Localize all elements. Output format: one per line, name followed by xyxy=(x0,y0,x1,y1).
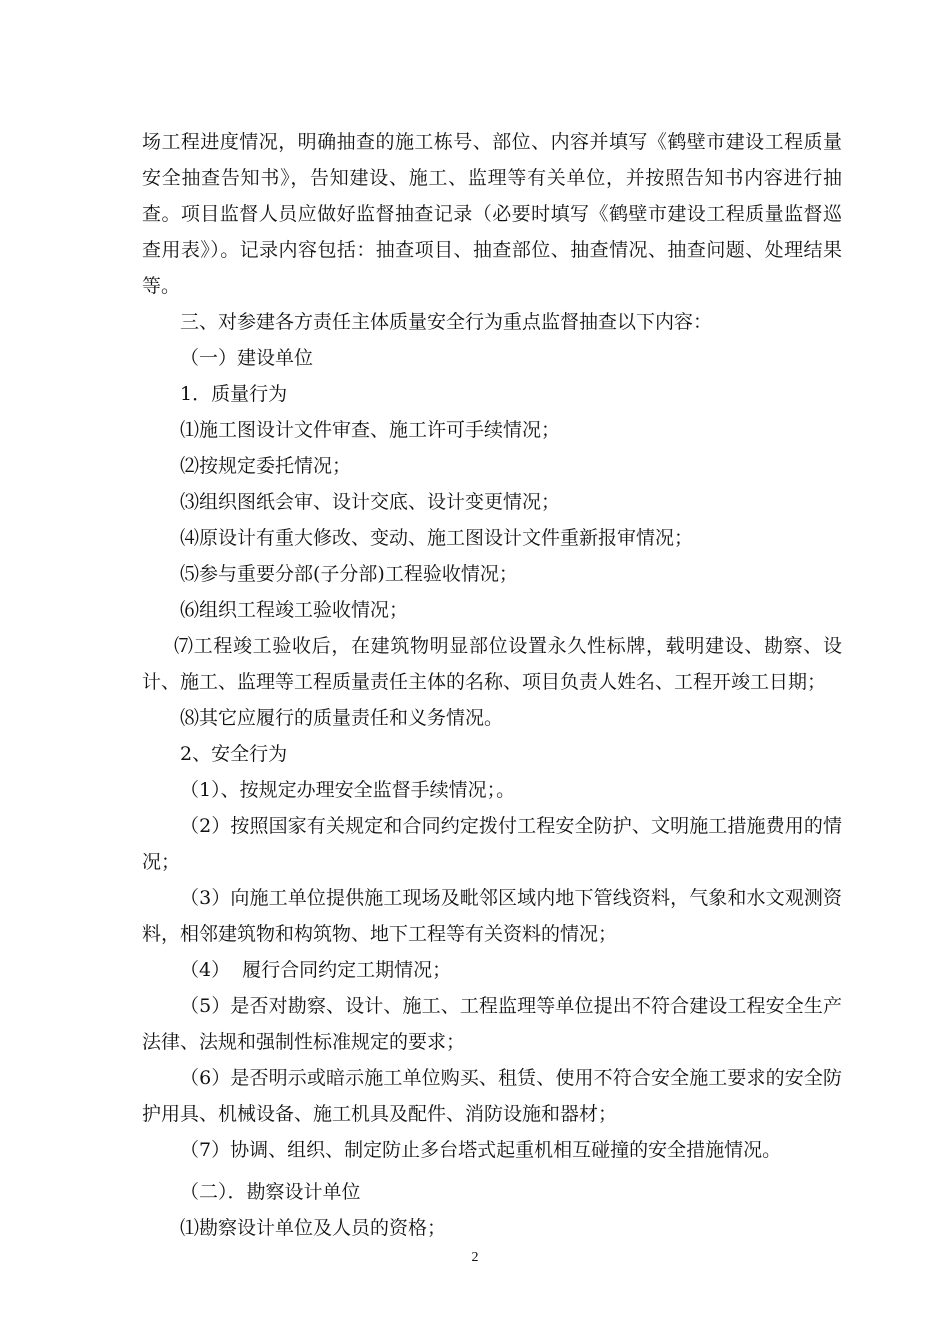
section-heading-3: 三、对参建各方责任主体质量安全行为重点监督抽查以下内容： xyxy=(180,311,713,333)
list-item-quality-2: ⑵按规定委托情况； xyxy=(180,455,352,477)
list-item-quality-6: ⑹组织工程竣工验收情况； xyxy=(180,599,409,621)
list-item-safety-7: （7）协调、组织、制定防止多台塔式起重机相互碰撞的安全措施情况。 xyxy=(180,1139,782,1161)
list-item-safety-6: （6）是否明示或暗示施工单位购买、租赁、使用不符合安全施工要求的安全防护用具、机械设备、施工机具及配件、消防设施和器材； xyxy=(142,1067,842,1125)
heading-safety-behavior: 2、安全行为 xyxy=(180,743,288,765)
list-item-safety-3: （3）向施工单位提供施工现场及毗邻区域内地下管线资料，气象和水文观测资料，相邻建筑物和构筑物、地下工程等有关资料的情况； xyxy=(142,887,842,945)
list-item-design-1: ⑴勘察设计单位及人员的资格； xyxy=(180,1217,447,1239)
list-item-quality-4: ⑷原设计有重大修改、变动、施工图设计文件重新报审情况； xyxy=(180,527,694,549)
list-item-safety-4: （4） 履行合同约定工期情况； xyxy=(180,959,452,981)
list-item-quality-1: ⑴施工图设计文件审查、施工许可手续情况； xyxy=(180,419,561,441)
list-item-safety-1: （1）、按规定办理安全监督手续情况；。 xyxy=(180,779,516,801)
list-item-safety-2: （2）按照国家有关规定和合同约定拨付工程安全防护、文明施工措施费用的情况； xyxy=(142,815,842,873)
list-item-quality-5: ⑸参与重要分部(子分部)工程验收情况； xyxy=(180,563,518,585)
list-item-quality-7: ⑺工程竣工验收后，在建筑物明显部位设置永久性标牌，载明建设、勘察、设计、施工、监理等工程质量责任主体的名称、项目负责人姓名、工程开竣工日期； xyxy=(142,635,842,693)
document-body xyxy=(142,124,842,1246)
paragraph-intro: 场工程进度情况，明确抽查的施工栋号、部位、内容并填写《鹤壁市建设工程质量安全抽查告知书》，告知建设、施工、监理等有关单位，并按照告知书内容进行抽查。项目监督人员应做好监督抽查记录（必要时填写《鹤壁市建设工程质量监督巡查用表》）。记录内容包括：抽查项目、抽查部位、抽查情况、抽查问题、处理结果等。 xyxy=(142,131,842,297)
list-item-safety-5: （5）是否对勘察、设计、施工、工程监理等单位提出不符合建设工程安全生产法律、法规和强制性标准规定的要求； xyxy=(142,995,842,1053)
heading-quality-behavior: 1．质量行为 xyxy=(180,383,288,405)
list-item-quality-3: ⑶组织图纸会审、设计交底、设计变更情况； xyxy=(180,491,561,513)
subsection-heading-construction-unit: （一）建设单位 xyxy=(180,347,314,369)
subsection-heading-survey-design-unit: （二）．勘察设计单位 xyxy=(180,1181,361,1203)
list-item-quality-8: ⑻其它应履行的质量责任和义务情况。 xyxy=(180,707,504,729)
page-number: 2 xyxy=(471,1250,479,1265)
